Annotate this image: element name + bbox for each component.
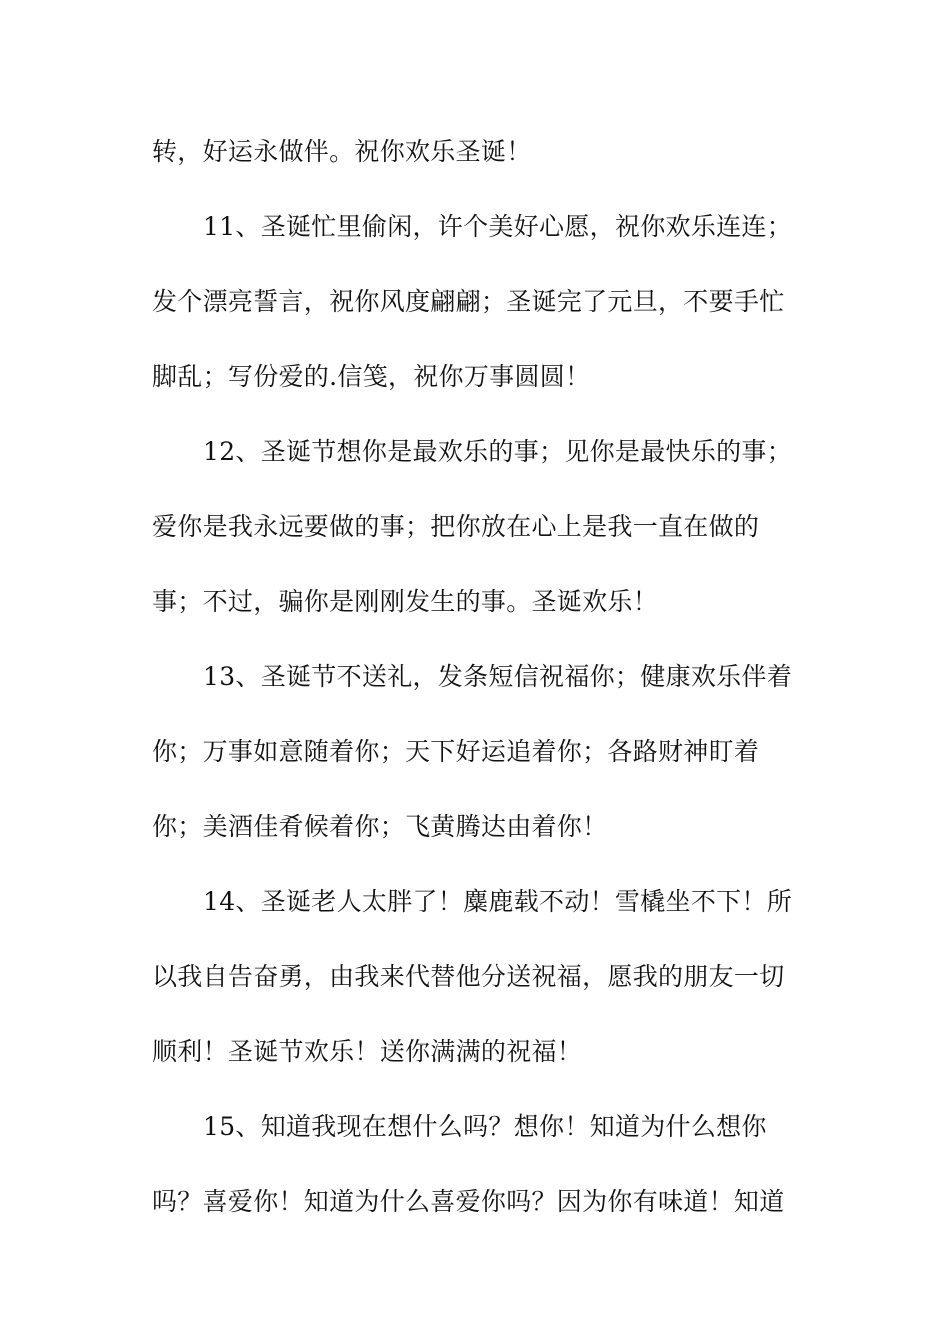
text-line: 以我自告奋勇，由我来代替他分送祝福，愿我的朋友一切 — [152, 962, 785, 991]
text-line: 你；美酒佳肴候着你；飞黄腾达由着你！ — [152, 812, 608, 841]
text-line: 转，好运永做伴。祝你欢乐圣诞！ — [152, 137, 532, 166]
text-line: 脚乱；写份爱的.信笺，祝你万事圆圆！ — [152, 362, 591, 391]
text-line: 吗？喜爱你！知道为什么喜爱你吗？因为你有味道！知道 — [152, 1187, 785, 1216]
text-line: 你；万事如意随着你；天下好运追着你；各路财神盯着 — [152, 737, 760, 766]
paragraph-12-first-line: 12、圣诞节想你是最欢乐的事；见你是最快乐的事； — [203, 437, 793, 466]
text-line: 事；不过，骗你是刚刚发生的事。圣诞欢乐！ — [152, 587, 659, 616]
paragraph-11-first-line: 11、圣诞忙里偷闲，许个美好心愿，祝你欢乐连连； — [203, 212, 793, 241]
text-line: 发个漂亮誓言，祝你风度翩翩；圣诞完了元旦，不要手忙 — [152, 287, 785, 316]
text-line: 顺利！圣诞节欢乐！送你满满的祝福！ — [152, 1037, 583, 1066]
paragraph-15-first-line: 15、知道我现在想什么吗？想你！知道为什么想你 — [203, 1112, 767, 1141]
paragraph-14-first-line: 14、圣诞老人太胖了！麋鹿载不动！雪橇坐不下！所 — [203, 887, 793, 916]
paragraph-13-first-line: 13、圣诞节不送礼，发条短信祝福你；健康欢乐伴着 — [203, 662, 793, 691]
text-line: 爱你是我永远要做的事；把你放在心上是我一直在做的 — [152, 512, 760, 541]
